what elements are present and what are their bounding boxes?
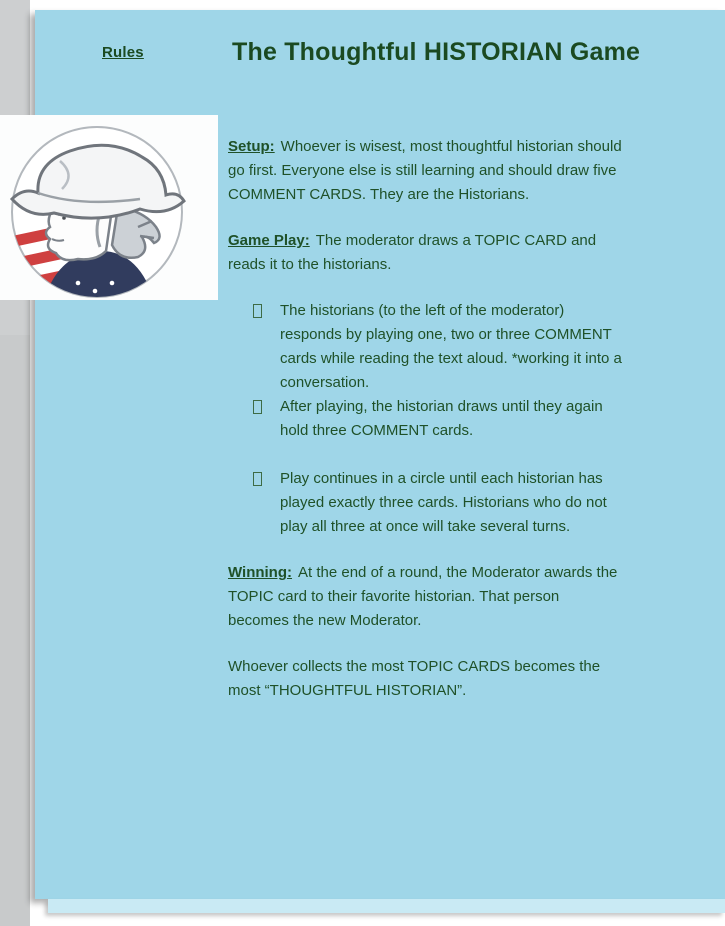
- bullet-box-icon: [253, 472, 262, 486]
- bullet-text: The historians (to the left of the moderator) responds by playing one, two or three COMMENT cards while reading the text aloud. *working it into a conversation.: [280, 302, 622, 391]
- list-item: [253, 467, 622, 539]
- page-title: The Thoughtful HISTORIAN Game: [232, 38, 641, 66]
- winning-label: Winning:: [228, 564, 293, 581]
- setup-paragraph: [228, 135, 622, 207]
- patriot-mascot-illustration: [0, 115, 218, 300]
- bullet-text: Play continues in a circle until each historian has played exactly three cards. Historians who do not play all three at once will take several turns.: [280, 470, 607, 535]
- bullet-box-icon: [253, 400, 262, 414]
- setup-text: Whoever is wisest, most thoughtful historian should go first. Everyone else is still learning and should draw five COMMENT CARDS. They are the Historians.: [228, 138, 622, 203]
- rules-heading: Rules: [102, 44, 144, 61]
- list-item: [253, 299, 622, 395]
- bullet-box-icon: [253, 304, 262, 318]
- mascot-image: [0, 115, 218, 300]
- closing-paragraph: Whoever collects the most TOPIC CARDS becomes the most “THOUGHTFUL HISTORIAN”.: [228, 658, 601, 699]
- list-item: [253, 395, 622, 443]
- card-bottom-accent: [48, 899, 725, 913]
- gameplay-paragraph: [228, 229, 622, 277]
- setup-label: Setup:: [228, 138, 275, 155]
- star-dot: [93, 289, 98, 294]
- star-dot: [110, 281, 115, 286]
- star-dot: [76, 281, 81, 286]
- winning-text: At the end of a round, the Moderator awards the TOPIC card to their favorite historian. That person becomes the new Moderator.: [228, 564, 618, 629]
- gameplay-bullet-list: [228, 299, 622, 539]
- gameplay-text: The moderator draws a TOPIC CARD and reads it to the historians.: [228, 232, 597, 273]
- rules-content: [228, 135, 622, 725]
- bullet-text: After playing, the historian draws until they again hold three COMMENT cards.: [280, 398, 603, 439]
- gameplay-label: Game Play:: [228, 232, 310, 249]
- winning-paragraph: [228, 561, 622, 633]
